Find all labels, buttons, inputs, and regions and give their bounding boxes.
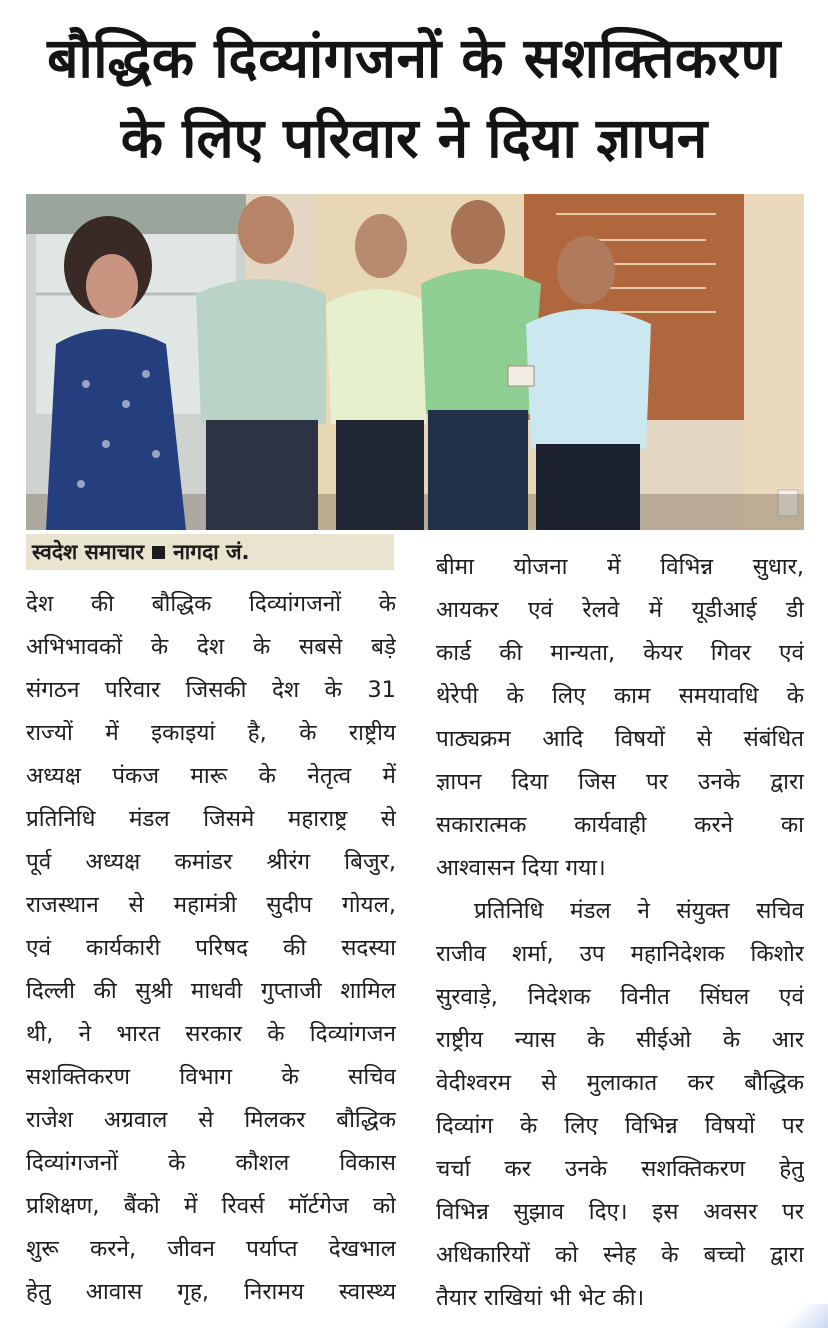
dateline-source: स्वदेश समाचार <box>32 540 145 564</box>
article-line: दिव्यांगजनों के कौशल विकास <box>26 1150 396 1176</box>
dateline-place: नागदा जं. <box>173 540 250 564</box>
page-corner-decoration <box>768 1304 828 1328</box>
article-line: राज्यों में इकाइयां है, के राष्ट्रीय <box>26 720 396 746</box>
article-line: प्रशिक्षण, बैंको में रिवर्स मॉर्टगेज को <box>26 1193 396 1219</box>
article-line: राजेश अग्रवाल से मिलकर बौद्धिक <box>26 1107 396 1133</box>
article-line: हेतु आवास गृह, निरामय स्वास्थ्य <box>26 1279 396 1305</box>
article-line: अभिभावकों के देश के सबसे बड़े <box>26 634 396 660</box>
square-bullet-icon <box>152 546 165 559</box>
article-line: दिल्ली की सुश्री माधवी गुप्ताजी शामिल <box>26 978 396 1004</box>
article-line: कार्ड की मान्यता, केयर गिवर एवं <box>436 640 804 666</box>
article-line: बीमा योजना में विभिन्न सुधार, <box>436 554 804 580</box>
article-line: राष्ट्रीय न्यास के सीईओ के आर <box>436 1027 804 1053</box>
article-line: थी, ने भारत सरकार के दिव्यांगजन <box>26 1021 396 1047</box>
article-line: सकारात्मक कार्यवाही करने का <box>436 812 804 838</box>
headline-line-2: के लिए परिवार ने दिया ज्ञापन <box>120 106 708 170</box>
article-line: दिव्यांग के लिए विभिन्न विषयों पर <box>436 1113 804 1139</box>
article-line: ज्ञापन दिया जिस पर उनके द्वारा <box>436 769 804 795</box>
group-photo-illustration <box>26 194 804 530</box>
article-line: एवं कार्यकारी परिषद की सदस्या <box>26 935 396 961</box>
article-line: पाठ्यक्रम आदि विषयों से संबंधित <box>436 726 804 752</box>
article-line: चर्चा कर उनके सशक्तिकरण हेतु <box>436 1156 804 1182</box>
article-line: तैयार राखियां भी भेट की। <box>436 1285 645 1311</box>
article-line: अध्यक्ष पंकज मारू के नेतृत्व में <box>26 763 396 789</box>
article-line: थेरेपी के लिए काम समयावधि के <box>436 683 804 709</box>
headline-line-1: बौद्धिक दिव्यांगजनों के सशक्तिकरण <box>47 26 781 90</box>
article-line: पूर्व अध्यक्ष कमांडर श्रीरंग बिजुर, <box>26 849 396 875</box>
article-line: राजीव शर्मा, उप महानिदेशक किशोर <box>436 941 804 967</box>
article-line: संगठन परिवार जिसकी देश के 31 <box>26 677 396 703</box>
article-line: अधिकारियों को स्नेह के बच्चो द्वारा <box>436 1242 804 1268</box>
article-line: शुरू करने, जीवन पर्याप्त देखभाल <box>26 1236 396 1262</box>
news-photo <box>26 194 804 530</box>
headline <box>0 22 828 174</box>
article-line: विभिन्न सुझाव दिए। इस अवसर पर <box>436 1199 804 1225</box>
article-line: सशक्तिकरण विभाग के सचिव <box>26 1064 396 1090</box>
dateline <box>26 534 394 570</box>
article-column-2 <box>436 546 804 1320</box>
article-line: राजस्थान से महामंत्री सुदीप गोयल, <box>26 892 396 918</box>
article-line: आयकर एवं रेलवे में यूडीआई डी <box>436 597 804 623</box>
article-line: प्रतिनिधि मंडल ने संयुक्त सचिव <box>474 898 804 924</box>
article-line: देश की बौद्धिक दिव्यांगजनों के <box>26 591 396 617</box>
article-line: वेदीश्वरम से मुलाकात कर बौद्धिक <box>436 1070 804 1096</box>
article-line: सुरवाड़े, निदेशक विनीत सिंघल एवं <box>436 984 804 1010</box>
article-line: प्रतिनिधि मंडल जिसमे महाराष्ट्र से <box>26 806 396 832</box>
article-line: आश्वासन दिया गया। <box>436 855 606 881</box>
article-column-1 <box>26 583 396 1314</box>
